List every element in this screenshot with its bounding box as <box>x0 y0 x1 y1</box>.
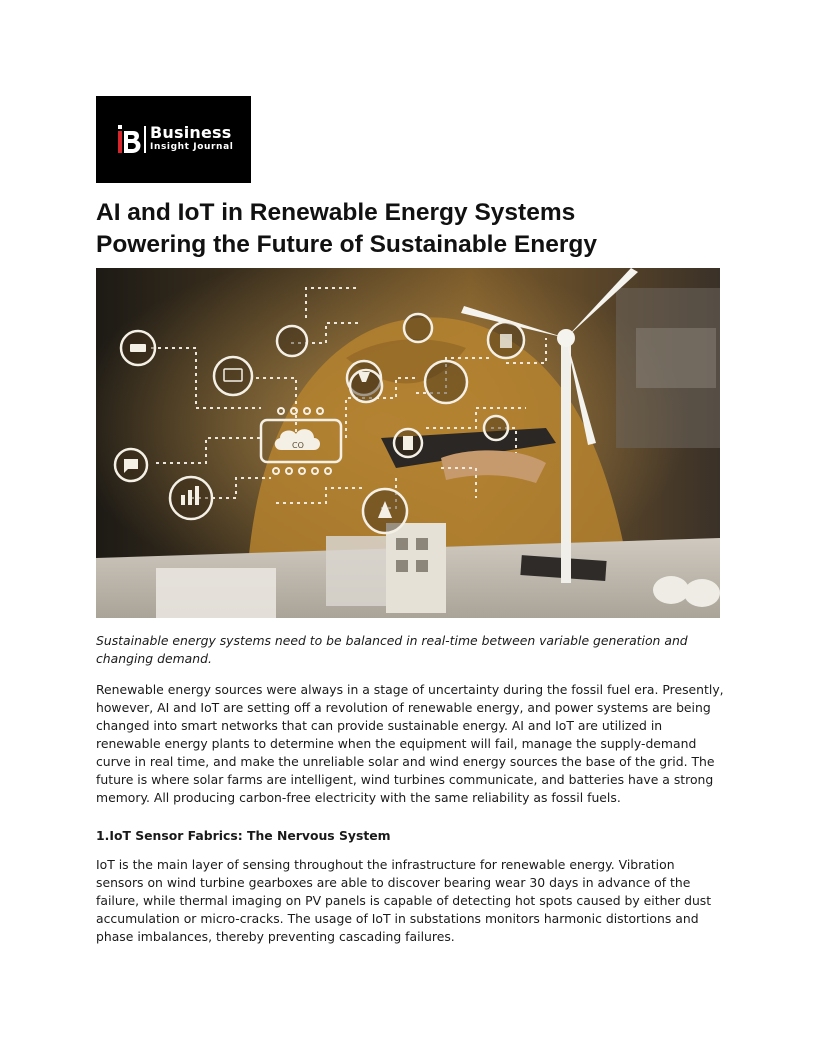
logo-divider <box>144 126 146 153</box>
logo-b-mark-icon <box>118 125 142 153</box>
business-insight-journal-logo[interactable] <box>96 96 251 183</box>
article-title <box>96 197 736 261</box>
hero-cloud-label: CO <box>292 441 304 450</box>
hero-photo-illustration <box>96 268 720 618</box>
intro-paragraph: Renewable energy sources were always in a stage of uncertainty during the fossil fuel era. Presently, however, AI and IoT are setting off a revolution of renewable energy, and power systems are being changed into smart networks that can provide sustainable energy. AI and IoT are utilized in renewable energy plants to determine when the equipment will fail, manage the supply-demand curve in real time, and make the unreliable solar and wind energy sources the base of the grid. The future is where solar farms are intelligent, wind turbines communicate, and batteries have a strong memory. All producing carbon-free electricity with the same reliability as fossil fuels. <box>96 682 724 805</box>
logo-tagline: Insight Journal <box>150 142 234 152</box>
section-paragraph-iot-sensor-fabrics: IoT is the main layer of sensing throughout the infrastructure for renewable energy. Vibration sensors on wind turbine gearboxes are able to discover bearing wear 30 days in advance of the failure, while thermal imaging on PV panels is capable of detecting hot spots caused by either dust accumulation or micro-cracks. The usage of IoT in substations monitors harmonic distortions and phase imbalances, thereby preventing cascading failures. <box>96 857 712 944</box>
article-title-line-2: Powering the Future of Sustainable Energy <box>96 231 597 258</box>
hero-image <box>96 268 720 618</box>
section-heading-iot-sensor-fabrics: 1.IoT Sensor Fabrics: The Nervous System <box>96 828 391 843</box>
image-caption: Sustainable energy systems need to be balanced in real-time between variable generation and changing demand. <box>96 633 688 666</box>
article-title-line-1: AI and IoT in Renewable Energy Systems <box>96 199 576 226</box>
logo-name: Business <box>150 123 232 142</box>
